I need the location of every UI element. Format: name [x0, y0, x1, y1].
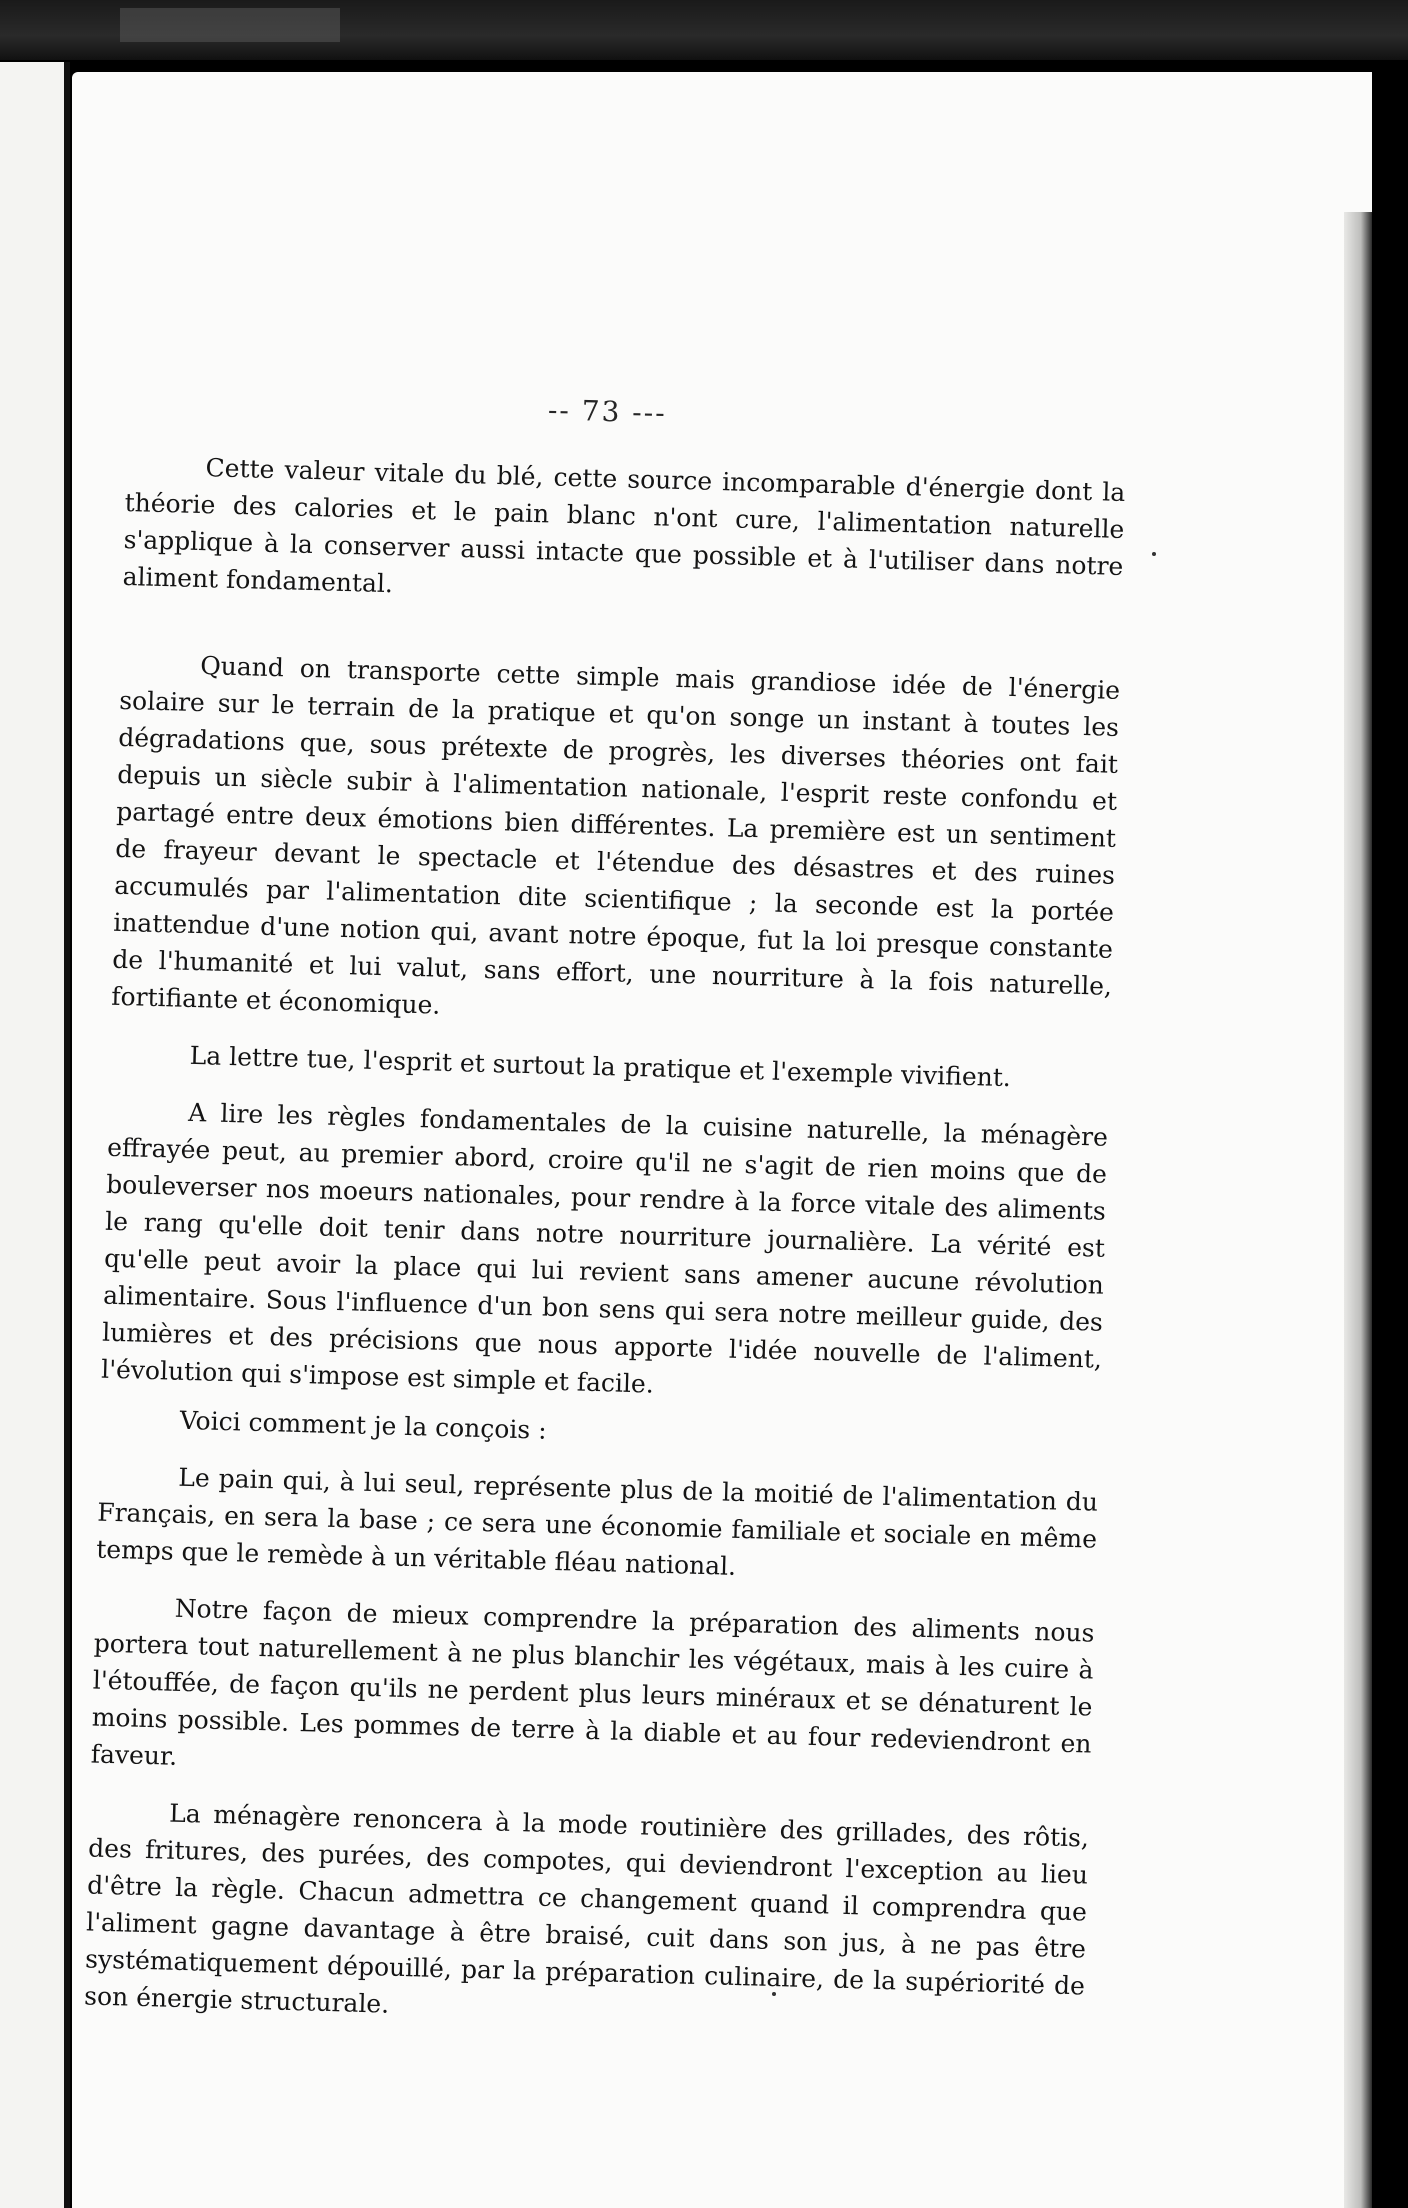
paragraph-8: La ménagère renoncera à la mode routinière des grillades, des rôtis, des fritures, des purées, des compotes, qui deviendront l'exception au lieu d'être la règle. Chacun admettra ce changement quand il comprendra que l'aliment gagne davantage à être braisé, cuit dans son jus, à ne pas être systématiquement dépouillé, par la préparation culinaire, de la supériorité de son énergie structurale. [83, 1798, 1090, 2019]
page-number: -- 73 --- [547, 393, 668, 430]
book-gutter [64, 62, 70, 2208]
paragraph-2: Quand on transporte cette simple mais grandiose idée de l'énergie solaire sur le terrain de la pratique et qu'on songe un instant à toutes les dégradations que, sous prétexte de progrès, les diverses théories ont fait depuis un siècle subir à l'alimentation nationale, l'esprit reste confondu et partagé entre deux émotions bien différentes. La première est un sentiment de frayeur devant le spectacle et l'étendue des désastres et des ruines accumulés par l'alimentation dite scientifique ; la seconde est la portée inattendue d'une notion qui, avant notre époque, fut la loi presque constante de l'humanité et lui valut, sans effort, une nourriture à la fois naturelle, fortifiante et économique. [110, 651, 1121, 1020]
facing-page-edge [0, 62, 64, 2208]
scan-top-border [0, 0, 1408, 60]
scan-smudge [120, 8, 340, 42]
scan-speck [1152, 552, 1156, 556]
paragraph-7: Notre façon de mieux comprendre la préparation des aliments nous portera tout naturellement à ne plus blanchir les végétaux, mais à les cuire à l'étouffée, de façon qu'ils ne perdent plus leurs minéraux et se dénaturent le moins possible. Les pommes de terre à la diable et au four redeviendront en faveur. [90, 1593, 1095, 1771]
paragraph-4: A lire les règles fondamentales de la cuisine naturelle, la ménagère effrayée peut, au premier abord, croire qu'il ne s'agit de rien moins que de bouleverser nos moeurs nationales, pour rendre à la force vitale des aliments le rang qu'elle doit tenir dans notre nourriture journalière. La vérité est qu'elle peut avoir la place qui lui revient sans amener aucune révolution alimentaire. Sous l'influence d'un bon sens qui sera notre meilleur guide, des lumières et des précisions que nous apporte l'idée nouvelle de l'aliment, l'évolution qui s'impose est simple et facile. [100, 1097, 1109, 1399]
paragraph-6: Le pain qui, à lui seul, représente plus de la moitié de l'alimentation du Français, en sera la base ; ce sera une économie familiale et sociale en même temps que le remède à un véritable fléau national. [95, 1462, 1099, 1581]
paragraph-3: La lettre tue, l'esprit et surtout la pratique et l'exemple vivifient. [189, 1040, 1012, 1093]
paragraph-1: Cette valeur vitale du blé, cette source incomparable d'énergie dont la théorie des calories et le pain blanc n'ont cure, l'alimentation naturelle s'applique à la conserver aussi intacte que possible et à l'utiliser dans notre aliment fondamental. [122, 453, 1126, 599]
page-edge-shadow [1344, 212, 1372, 2208]
page-text [84, 380, 1128, 2041]
paragraph-5: Voici comment je la conçois : [179, 1405, 547, 1445]
